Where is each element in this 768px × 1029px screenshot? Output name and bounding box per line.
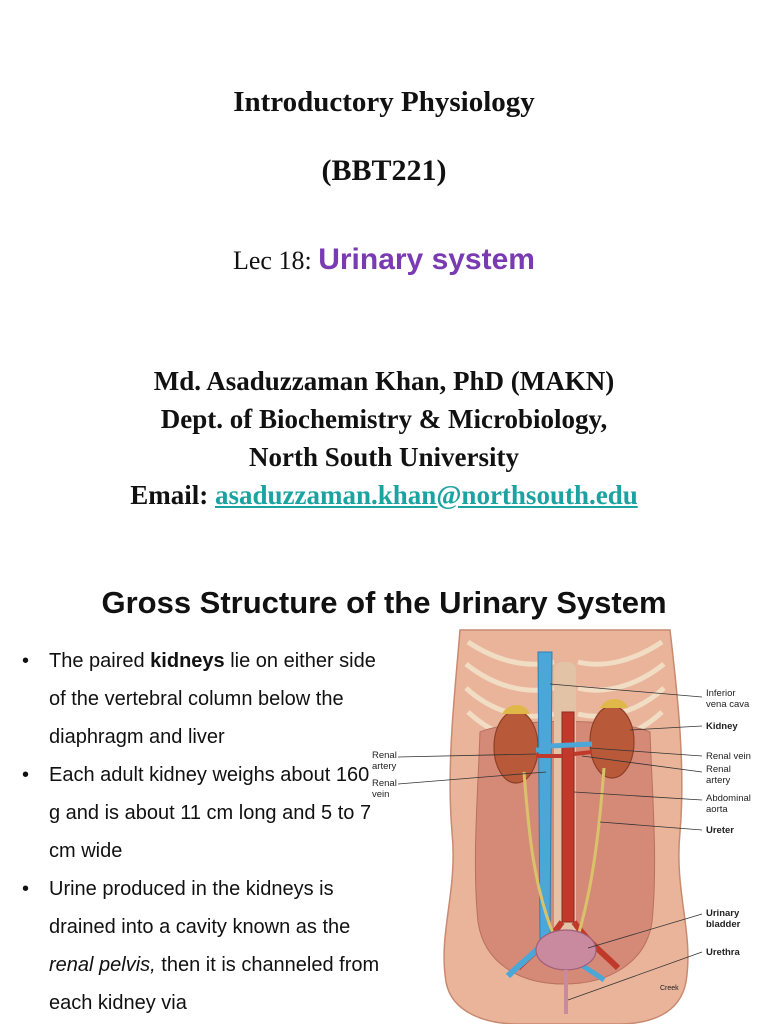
bullet-kidney-size: • Each adult kidney weighs about 160 g and is about 11 cm long and 5 to 7 cm wide	[22, 756, 382, 870]
university: North South University	[248, 442, 519, 472]
author-name: Md. Asaduzzaman Khan, PhD (MAKN)	[153, 366, 615, 396]
urinary-bladder-shape	[536, 930, 596, 970]
content-title: Gross Structure of the Urinary System	[101, 585, 667, 620]
label-urinary-bladder: Urinary bladder	[706, 908, 741, 930]
illustrator-signature: Creek	[660, 985, 679, 992]
email-label: Email:	[130, 480, 215, 510]
course-code: (BBT221)	[321, 154, 447, 187]
lecture-number: Lec 18:	[233, 246, 319, 275]
label-inferior-vena-cava: Inferior vena cava	[706, 688, 750, 710]
course-title: Introductory Physiology	[233, 86, 535, 118]
bullet-renal-pelvis: • Urine produced in the kidneys is drained into a cavity known as the renal pelvis, then it is channeled from each kidney via	[22, 870, 382, 1022]
department: Dept. of Biochemistry & Microbiology,	[160, 404, 608, 434]
lecture-line	[0, 243, 768, 277]
label-kidney: Kidney	[706, 721, 738, 732]
label-renal-artery-left: Renal artery	[372, 750, 397, 772]
kidney-left-shape	[494, 711, 538, 783]
label-ureter: Ureter	[706, 825, 734, 836]
anatomy-figure	[368, 622, 768, 1024]
label-renal-vein-left: Renal vein	[372, 778, 397, 800]
lecture-topic: Urinary system	[318, 243, 535, 276]
label-renal-vein-right: Renal vein	[706, 751, 751, 762]
bullet-kidneys: • The paired kidneys lie on either side of the vertebral column below the diaphragm and liver	[22, 642, 382, 756]
urinary-system-illustration	[368, 622, 768, 1024]
label-abdominal-aorta: Abdominal aorta	[706, 793, 751, 815]
email-line	[0, 476, 768, 514]
email-link[interactable]: asaduzzaman.khan@northsouth.edu	[215, 480, 638, 510]
author-block	[0, 362, 768, 514]
label-renal-artery-right: Renal artery	[706, 764, 731, 786]
label-urethra: Urethra	[706, 947, 740, 958]
bullet-list	[22, 642, 382, 1022]
content-slide	[0, 560, 768, 1024]
kidney-right-shape	[590, 706, 634, 778]
